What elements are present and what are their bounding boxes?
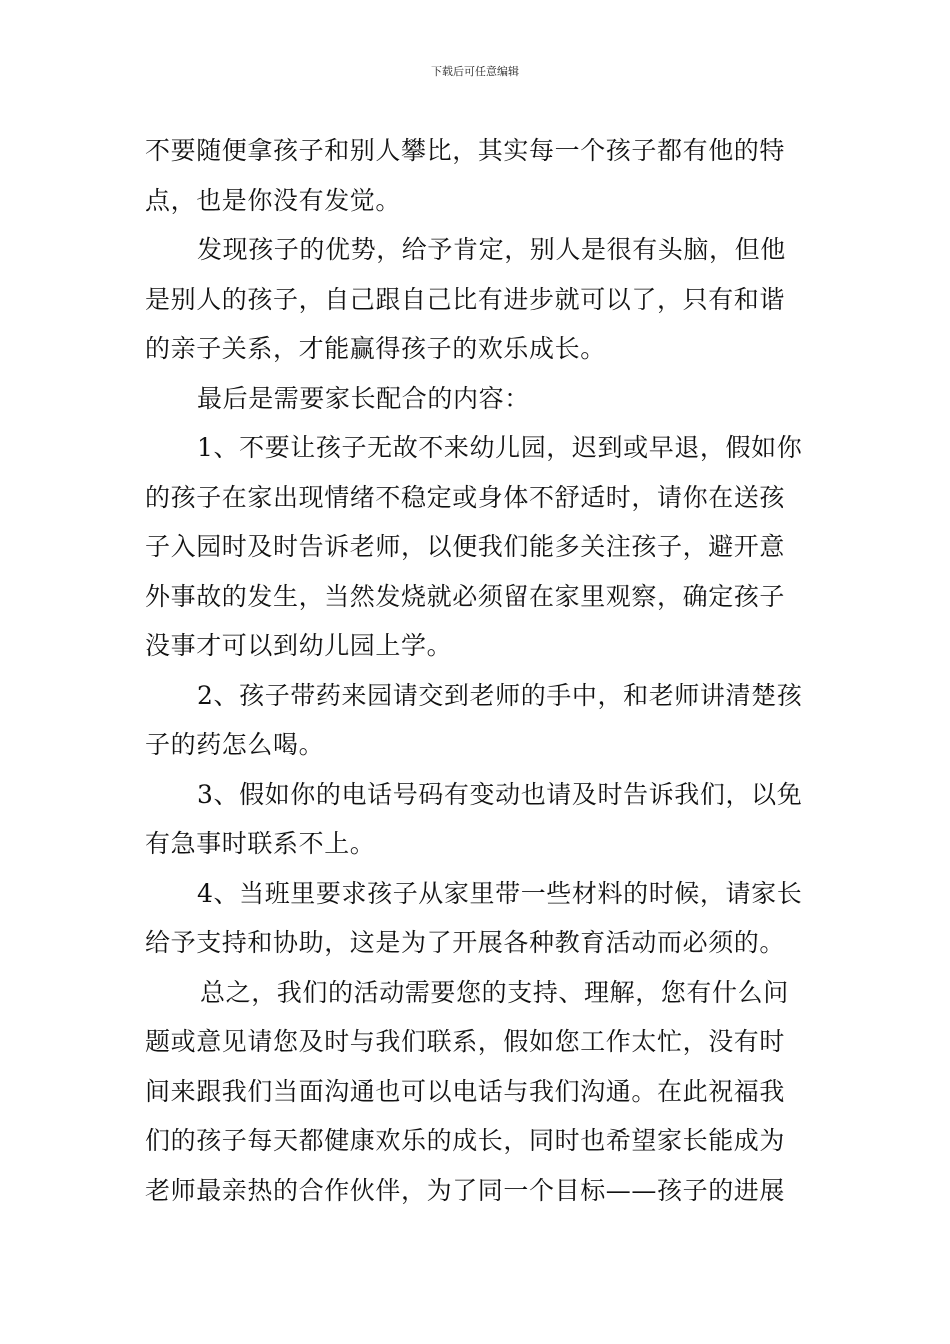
text-line: 给予支持和协助，这是为了开展各种教育活动而必须的。 <box>145 928 786 957</box>
text-line: 点，也是你没有发觉。 <box>145 185 402 215</box>
text-line: 外事故的发生，当然发烧就必须留在家里观察，确定孩子 <box>145 581 786 611</box>
text-line: 有急事时联系不上。 <box>145 829 376 858</box>
text-line: 是别人的孩子，自己跟自己比有进步就可以了，只有和谐 <box>145 284 786 314</box>
text-line: 2、孩子带药来园请交到老师的手中，和老师讲清楚孩 <box>197 680 803 710</box>
text-line: 题或意见请您及时与我们联系，假如您工作太忙，没有时 <box>145 1027 786 1056</box>
text-line: 4、当班里要求孩子从家里带一些材料的时候，请家长 <box>197 878 803 908</box>
text-line: 间来跟我们当面沟通也可以电话与我们沟通。在此祝福我 <box>145 1076 786 1106</box>
text-line: 们的孩子每天都健康欢乐的成长，同时也希望家长能成为 <box>145 1126 786 1155</box>
text-line: 发现孩子的优势，给予肯定，别人是很有头脑，但他 <box>197 235 786 264</box>
text-line: 的亲子关系，才能赢得孩子的欢乐成长。 <box>145 334 606 363</box>
text-line: 的孩子在家出现情绪不稳定或身体不舒适时，请你在送孩 <box>145 482 786 512</box>
page-header: 下载后可任意编辑 <box>431 65 519 78</box>
text-line: 子的药怎么喝。 <box>145 730 325 759</box>
text-line: 3、假如你的电话号码有变动也请及时告诉我们，以免 <box>197 779 803 809</box>
text-line: 总之，我们的活动需要您的支持、理解，您有什么问 <box>200 977 789 1007</box>
text-line: 没事才可以到幼儿园上学。 <box>145 631 453 660</box>
text-line: 老师最亲热的合作伙伴，为了同一个目标——孩子的进展 <box>145 1175 786 1205</box>
text-line: 子入园时及时告诉老师，以便我们能多关注孩子，避开意 <box>145 532 786 561</box>
text-line: 最后是需要家长配合的内容： <box>197 383 530 413</box>
text-line: 1、不要让孩子无故不来幼儿园，迟到或早退，假如你 <box>197 433 803 462</box>
text-line: 不要随便拿孩子和别人攀比，其实每一个孩子都有他的特 <box>145 136 786 165</box>
document-body <box>145 126 813 1215</box>
